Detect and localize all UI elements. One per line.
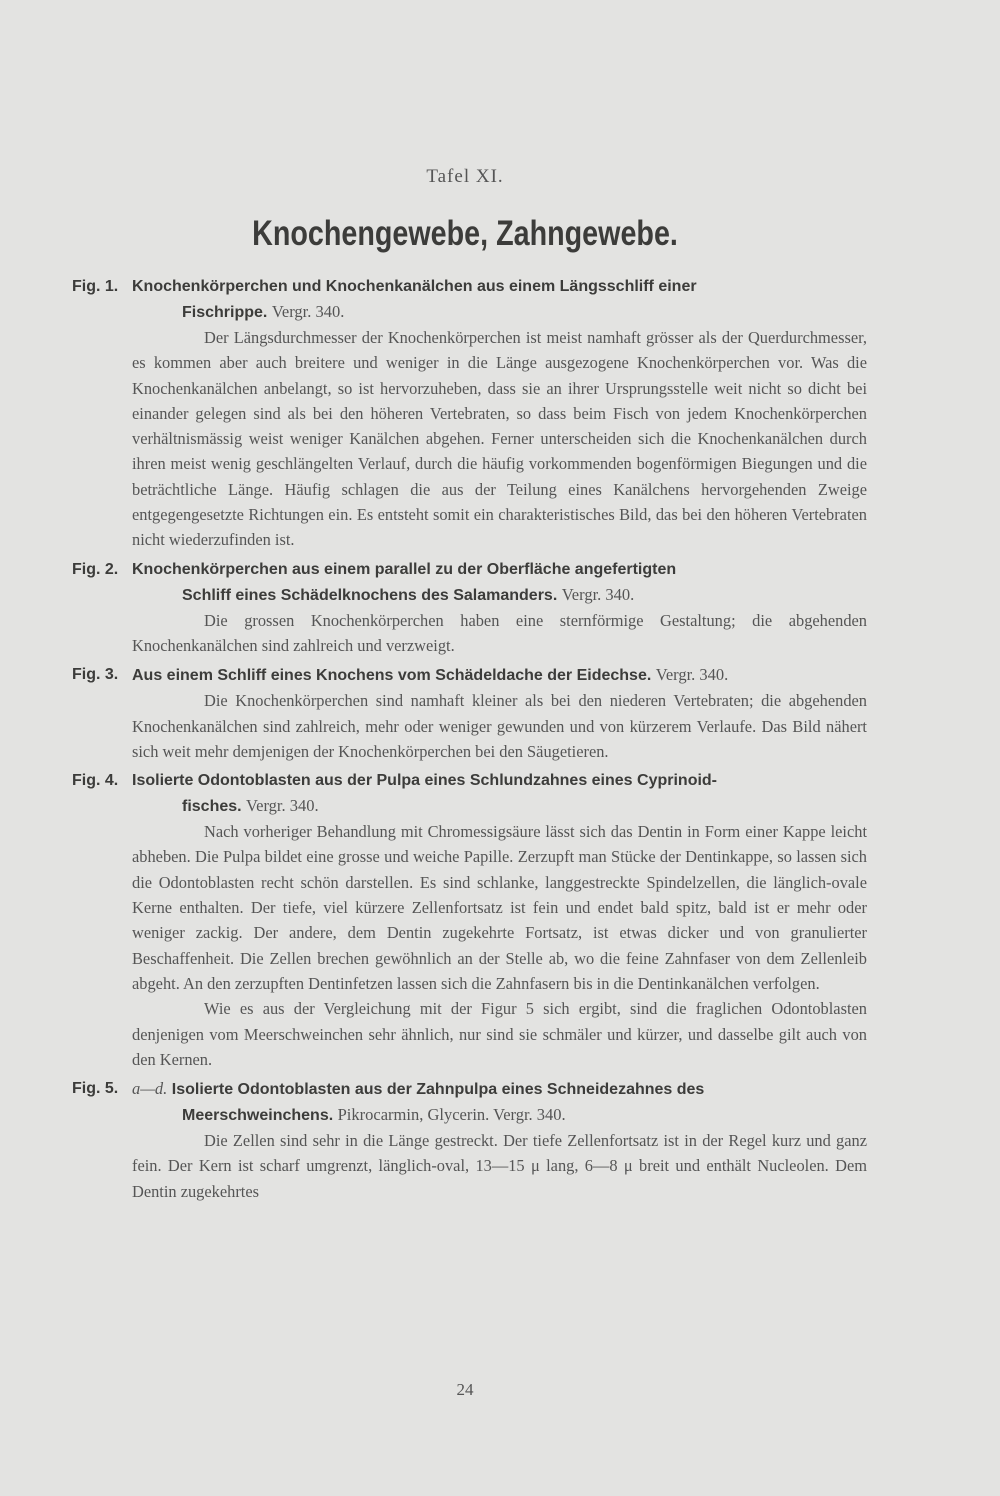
- plate-label: Tafel XI.: [426, 166, 504, 187]
- subfigure-letters: a—d.: [132, 1079, 168, 1099]
- figure-description: Der Längsdurchmesser der Knochenkörperchen ist meist namhaft grösser als der Querdurchmesser, es kommen aber auch breitere und weniger in die Länge ausgezogene Knochenkörperchen vor. Was die Knochenkanälchen anbelangt, so ist hervorzuheben, dass sie an ihrer Ursprungsstelle weit nicht so dicht bei einander gelegen sind als bei den höheren Vertebraten, so dass beim Fisch von jedem Knochenkörperchen verhältnismässig weist weniger Kanälchen abgehen. Ferner unterscheiden sich die Knochenkanälchen durch ihren meist wenig geschlängelten Verlauf, durch die häufig vorkommenden bogenförmigen Biegungen und die beträchtliche Länge. Häufig schlagen die aus der Teilung eines Kanälchens hervorgehenden Zweige entgegengesetzte Richtungen ein. Es entsteht somit ein charakteristisches Bild, das bei den höheren Vertebraten nicht wiederzufinden ist.: [132, 328, 867, 550]
- figure-description: Die grossen Knochenkörperchen haben eine sternförmige Gestaltung; die abgehenden Knochenkanälchen sind zahlreich und verzweigt.: [132, 610, 867, 655]
- figure-entry-1: [72, 274, 867, 553]
- figure-description: Nach vorheriger Behandlung mit Chromessigsäure lässt sich das Dentin in Form einer Kappe leicht abheben. Die Pulpa bildet eine grosse und weiche Papille. Zerzupft man Stücke der Dentinkappe, so lassen sich die Odontoblasten recht schön darstellen. Es sind schlanke, langgestreckte Spindelzellen, die länglich-ovale Kerne enthalten. Der tiefe, viel kürzere Zellenfortsatz ist fein und endet bald spitz, bald ist er mehr oder weniger zackig. Der andere, dem Dentin zugekehrte Fortsatz, ist etwas dicker und von granulierter Beschaffenheit. Die Zellen brechen gewöhnlich an der Stelle ab, wo die feine Zahnfaser von dem Zellenleib abgeht. An den zerzupften Dentinfetzen lassen sich die Zahnfasern bis in die Dentinkanälchen verfolgen.: [132, 822, 867, 993]
- figure-caption: Aus einem Schliff eines Knochens vom Schädeldache der Eidechse. Vergr. 340.: [132, 665, 729, 685]
- magnification: Vergr. 340.: [561, 584, 635, 604]
- figure-entry-3: [72, 662, 867, 764]
- preparation-and-magnification: Pikrocarmin, Glycerin. Vergr. 340.: [337, 1105, 566, 1125]
- figure-number: Fig. 4.: [72, 772, 119, 790]
- figure-list: [72, 274, 867, 1208]
- figure-entry-4: [72, 768, 867, 1072]
- page-title: Knochengewebe, Zahngewebe.: [252, 214, 678, 253]
- figure-caption: Knochenkörperchen und Knochenkanälchen aus einem Längsschliff einer Fischrippe. Vergr. 340.: [132, 278, 697, 321]
- figure-number: Fig. 3.: [72, 666, 119, 684]
- magnification: Vergr. 340.: [655, 665, 729, 685]
- page-number: 24: [456, 1380, 474, 1399]
- figure-number: Fig. 1.: [72, 278, 119, 295]
- magnification: Vergr. 340.: [246, 796, 319, 816]
- figure-caption: Knochenkörperchen aus einem parallel zu der Oberfläche angefertigten Schliff eines Schädelknochens des Salamanders. Vergr. 340.: [132, 560, 677, 604]
- figure-description-continued: Wie es aus der Vergleichung mit der Figur 5 sich ergibt, sind die fraglichen Odontoblasten denjenigen vom Meerschweinchen sehr ähnlich, nur sind sie schmäler und kürzer, und dasselbe gilt auch von den Kernen.: [132, 999, 867, 1069]
- figure-description: Die Knochenkörperchen sind namhaft kleiner als bei den niederen Vertebraten; die abgehenden Knochenkanälchen sind zahlreich, mehr oder weniger gewunden und von kürzerem Verlaufe. Das Bild nähert sich weit mehr demjenigen der Knochenkörperchen bei den Säugetieren.: [132, 691, 867, 761]
- figure-entry-2: [72, 557, 867, 659]
- figure-caption: a—d. Isolierte Odontoblasten aus der Zahnpulpa eines Schneidezahnes des Meerschweinchens. Pikrocarmin, Glycerin. Vergr. 340.: [132, 1079, 705, 1125]
- magnification: Vergr. 340.: [271, 302, 345, 321]
- figure-description: Die Zellen sind sehr in die Länge gestreckt. Der tiefe Zellenfortsatz ist in der Regel kurz und ganz fein. Der Kern ist scharf umgrenzt, länglich-oval, 13—15 μ lang, 6—8 μ breit und enthält Nucleolen. Dem Dentin zugekehrtes: [132, 1131, 867, 1201]
- figure-number: Fig. 5.: [72, 1080, 119, 1098]
- figure-caption: Isolierte Odontoblasten aus der Pulpa eines Schlundzahnes eines Cyprinoid- fisches. Vergr. 340.: [132, 772, 718, 816]
- figure-entry-5: [72, 1076, 867, 1204]
- figure-number: Fig. 2.: [72, 560, 119, 578]
